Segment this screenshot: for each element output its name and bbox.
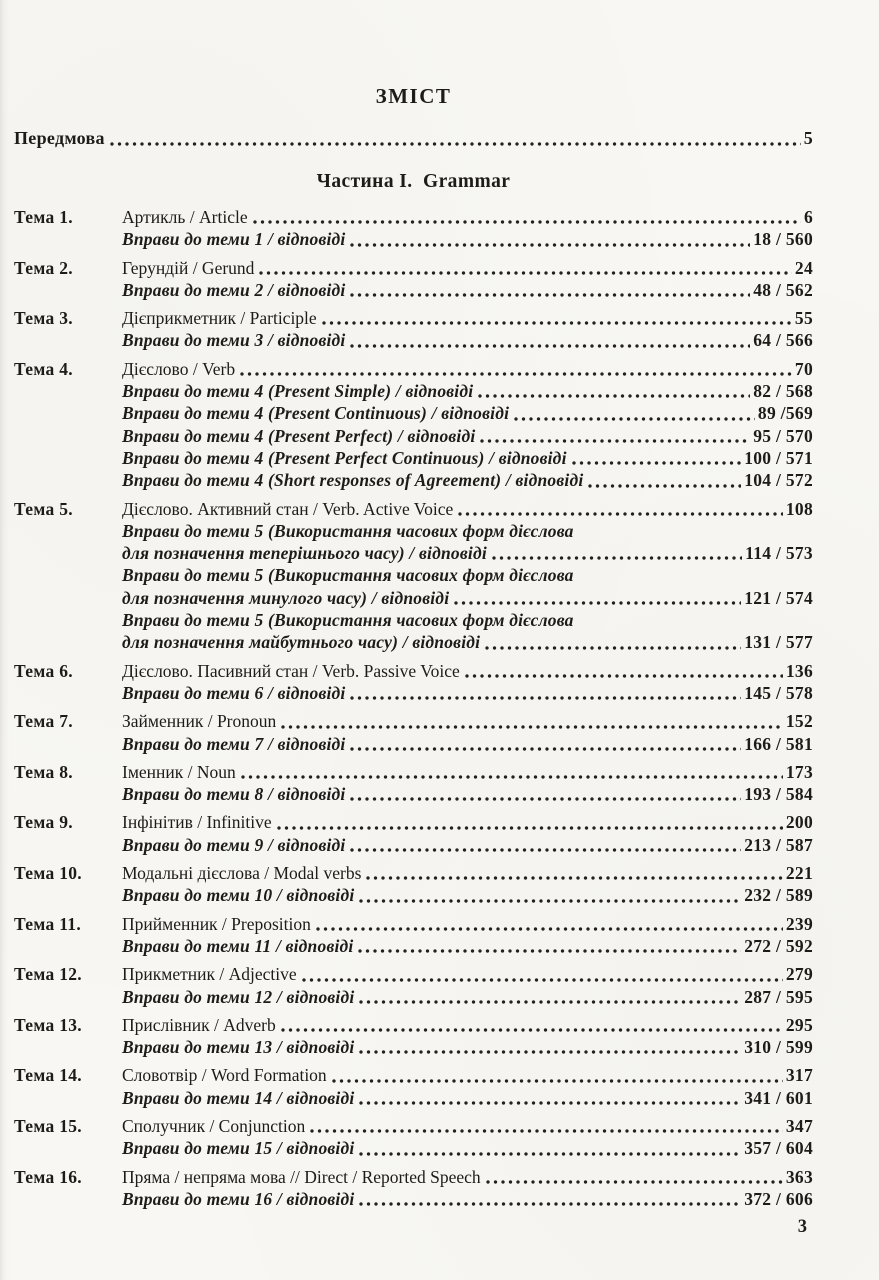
toc-exercise-line xyxy=(14,631,813,653)
dot-leader xyxy=(302,978,783,982)
toc-exercise-line xyxy=(14,542,813,564)
dot-leader xyxy=(572,461,742,465)
toc-exercise-line xyxy=(14,1188,813,1210)
theme-title: Прислівник / Adverb xyxy=(122,1014,276,1035)
dot-leader xyxy=(281,1028,783,1032)
toc-entry xyxy=(14,1014,813,1059)
page-number: 221 xyxy=(785,863,813,884)
toc-entry xyxy=(14,963,813,1008)
exercise-title: Вправи до теми 13 / відповіді xyxy=(122,1037,355,1058)
theme-title: Дієслово / Verb xyxy=(122,358,236,379)
dot-leader xyxy=(485,646,741,650)
exercise-title: Вправи до теми 4 (Present Perfect) / відповіді xyxy=(122,425,476,446)
dot-leader xyxy=(359,1202,741,1206)
exercise-title: Вправи до теми 5 (Використання часових форм дієслова xyxy=(122,520,574,541)
page-number: 341 / 601 xyxy=(744,1087,813,1108)
toc-theme-line xyxy=(14,257,813,279)
theme-title: Прикметник / Adjective xyxy=(122,964,297,985)
theme-label: Тема 3. xyxy=(14,308,73,329)
dot-leader xyxy=(259,271,791,275)
dot-leader xyxy=(277,826,783,830)
toc-exercise-line xyxy=(14,587,813,609)
dot-leader xyxy=(478,394,750,398)
page-number: 24 xyxy=(794,257,813,278)
page-number: 317 xyxy=(785,1065,813,1086)
toc-entry xyxy=(14,811,813,856)
exercise-title: Вправи до теми 4 (Present Simple) / відповіді xyxy=(122,381,474,402)
page-number: 55 xyxy=(794,308,813,329)
dot-leader xyxy=(240,372,792,376)
toc-exercise-line xyxy=(14,935,813,957)
toc-entry xyxy=(14,257,813,302)
theme-label: Тема 16. xyxy=(14,1166,82,1187)
page-number: 173 xyxy=(785,761,813,782)
dot-leader xyxy=(588,484,741,488)
toc-theme-line xyxy=(14,1064,813,1086)
toc-exercise-line xyxy=(14,279,813,301)
dot-leader xyxy=(110,142,801,146)
exercise-title: Вправи до теми 5 (Використання часових форм дієслова xyxy=(122,565,574,586)
preface-row xyxy=(14,127,813,150)
page-number: 82 / 568 xyxy=(753,381,813,402)
page-number: 18 / 560 xyxy=(753,229,813,250)
theme-title: Прийменник / Preposition xyxy=(122,913,311,934)
page-number: 121 / 574 xyxy=(744,587,813,608)
exercise-title: Вправи до теми 11 / відповіді xyxy=(122,935,354,956)
page-number: 70 xyxy=(794,358,813,379)
toc-exercise-line xyxy=(14,733,813,755)
toc-exercise-line xyxy=(14,425,813,447)
dot-leader xyxy=(480,439,750,443)
dot-leader xyxy=(350,243,750,247)
exercise-title: Вправи до теми 6 / відповіді xyxy=(122,682,346,703)
preface-label: Передмова xyxy=(14,128,105,148)
page-number: 95 / 570 xyxy=(753,425,813,446)
theme-title: Модальні дієслова / Modal verbs xyxy=(122,863,362,884)
toc-theme-line xyxy=(14,660,813,682)
theme-label: Тема 5. xyxy=(14,498,73,519)
toc-theme-line xyxy=(14,761,813,783)
dot-leader xyxy=(241,775,783,779)
page-number: 48 / 562 xyxy=(753,279,813,300)
page-number: 272 / 592 xyxy=(744,935,813,956)
dot-leader xyxy=(458,512,783,516)
dot-leader xyxy=(350,747,741,751)
page-number: 279 xyxy=(785,964,813,985)
page-number: 287 / 595 xyxy=(744,986,813,1007)
theme-title: Інфінітив / Infinitive xyxy=(122,812,272,833)
theme-title: Дієслово. Активний стан / Verb. Active Voice xyxy=(122,498,454,519)
theme-title: Словотвір / Word Formation xyxy=(122,1065,327,1086)
toc-theme-line xyxy=(14,710,813,732)
toc-theme-line xyxy=(14,963,813,985)
toc-theme-line xyxy=(14,1166,813,1188)
toc-theme-line xyxy=(14,913,813,935)
toc-theme-line xyxy=(14,1014,813,1036)
exercise-title: Вправи до теми 9 / відповіді xyxy=(122,834,346,855)
page-number: 64 / 566 xyxy=(753,330,813,351)
dot-leader xyxy=(359,1000,741,1004)
page-number: 104 / 572 xyxy=(744,470,813,491)
dot-leader xyxy=(492,556,742,560)
exercise-title: для позначення минулого часу) / відповіді xyxy=(122,587,450,608)
toc-exercise-line xyxy=(14,228,813,250)
toc-list xyxy=(14,206,813,1210)
page-number: 310 / 599 xyxy=(744,1037,813,1058)
dot-leader xyxy=(350,344,750,348)
theme-title: Дієслово. Пасивний стан / Verb. Passive Voice xyxy=(122,660,460,681)
toc-entry xyxy=(14,206,813,251)
toc-exercise-line xyxy=(14,402,813,424)
exercise-title: для позначення майбутнього часу) / відповіді xyxy=(122,632,481,653)
dot-leader xyxy=(350,293,750,297)
dot-leader xyxy=(359,1101,741,1105)
toc-exercise-line xyxy=(14,884,813,906)
toc-exercise-line xyxy=(14,447,813,469)
theme-label: Тема 4. xyxy=(14,358,73,379)
exercise-title: Вправи до теми 8 / відповіді xyxy=(122,784,346,805)
toc-entry xyxy=(14,498,813,654)
theme-label: Тема 14. xyxy=(14,1065,82,1086)
exercise-title: Вправи до теми 2 / відповіді xyxy=(122,279,346,300)
page-number: 193 / 584 xyxy=(744,784,813,805)
page-number: 3 xyxy=(797,1217,807,1238)
page-number: 166 / 581 xyxy=(744,733,813,754)
toc-exercise-line xyxy=(14,783,813,805)
exercise-title: Вправи до теми 5 (Використання часових форм дієслова xyxy=(122,610,574,631)
dot-leader xyxy=(514,417,755,421)
exercise-title: Вправи до теми 4 (Short responses of Agreement) / відповіді xyxy=(122,470,584,491)
exercise-title: Вправи до теми 10 / відповіді xyxy=(122,885,355,906)
page-number: 232 / 589 xyxy=(744,885,813,906)
page-number: 347 xyxy=(785,1115,813,1136)
dot-leader xyxy=(359,899,741,903)
page-number: 89 /569 xyxy=(757,403,813,424)
dot-leader xyxy=(281,725,783,729)
dot-leader xyxy=(358,949,741,953)
toc-entry xyxy=(14,862,813,907)
dot-leader xyxy=(310,1129,783,1133)
toc-exercise-line xyxy=(14,609,813,631)
page-number: 131 / 577 xyxy=(744,632,813,653)
toc-exercise-line xyxy=(14,1137,813,1159)
toc-exercise-line xyxy=(14,834,813,856)
preface-page-number: 5 xyxy=(803,128,813,148)
dot-leader xyxy=(366,876,782,880)
dot-leader xyxy=(332,1079,783,1083)
dot-leader xyxy=(316,927,783,931)
dot-leader xyxy=(454,601,741,605)
page-number: 363 xyxy=(785,1166,813,1187)
exercise-title: Вправи до теми 1 / відповіді xyxy=(122,229,346,250)
toc-entry xyxy=(14,710,813,755)
toc-entry xyxy=(14,761,813,806)
toc-entry xyxy=(14,307,813,352)
theme-title: Пряма / непряма мова // Direct / Reported Speech xyxy=(122,1166,481,1187)
exercise-title: Вправи до теми 7 / відповіді xyxy=(122,733,346,754)
toc-exercise-line xyxy=(14,564,813,586)
toc-theme-line xyxy=(14,307,813,329)
theme-title: Дієприкметник / Participle xyxy=(122,308,317,329)
toc-entry xyxy=(14,358,813,492)
dot-leader xyxy=(350,848,741,852)
theme-title: Герундій / Gerund xyxy=(122,257,255,278)
dot-leader xyxy=(322,321,792,325)
part-heading: Частина I. Grammar xyxy=(316,171,511,192)
dot-leader xyxy=(359,1152,741,1156)
page-number: 136 xyxy=(785,660,813,681)
toc-theme-line xyxy=(14,862,813,884)
toc-entry xyxy=(14,1064,813,1109)
toc-theme-line xyxy=(14,1115,813,1137)
toc-exercise-line xyxy=(14,682,813,704)
theme-label: Тема 2. xyxy=(14,257,73,278)
exercise-title: Вправи до теми 14 / відповіді xyxy=(122,1087,355,1108)
page-number: 357 / 604 xyxy=(744,1138,813,1159)
theme-label: Тема 15. xyxy=(14,1115,82,1136)
exercise-title: Вправи до теми 16 / відповіді xyxy=(122,1188,355,1209)
toc-exercise-line xyxy=(14,1087,813,1109)
exercise-title: для позначення теперішнього часу) / відповіді xyxy=(122,543,487,564)
dot-leader xyxy=(350,696,741,700)
page-number: 145 / 578 xyxy=(744,682,813,703)
toc-exercise-line xyxy=(14,469,813,491)
toc-entry xyxy=(14,1115,813,1160)
theme-label: Тема 9. xyxy=(14,812,73,833)
theme-label: Тема 10. xyxy=(14,863,82,884)
exercise-title: Вправи до теми 4 (Present Perfect Continuous) / відповіді xyxy=(122,447,567,468)
toc-entry xyxy=(14,660,813,705)
exercise-title: Вправи до теми 15 / відповіді xyxy=(122,1138,355,1159)
toc-theme-line xyxy=(14,206,813,228)
dot-leader xyxy=(253,220,801,224)
page-number: 100 / 571 xyxy=(744,447,813,468)
page-number: 6 xyxy=(803,207,813,227)
theme-label: Тема 1. xyxy=(14,207,73,227)
theme-title: Артикль / Article xyxy=(122,207,248,227)
dot-leader xyxy=(350,797,741,801)
theme-title: Займенник / Pronoun xyxy=(122,711,277,732)
exercise-title: Вправи до теми 12 / відповіді xyxy=(122,986,355,1007)
theme-title: Сполучник / Conjunction xyxy=(122,1115,306,1136)
toc-exercise-line xyxy=(14,329,813,351)
exercise-title: Вправи до теми 3 / відповіді xyxy=(122,330,346,351)
toc-exercise-line xyxy=(14,520,813,542)
page-number: 200 xyxy=(785,812,813,833)
toc-exercise-line xyxy=(14,1036,813,1058)
theme-title: Іменник / Noun xyxy=(122,761,236,782)
exercise-title: Вправи до теми 4 (Present Continuous) / відповіді xyxy=(122,403,510,424)
toc-theme-line xyxy=(14,358,813,380)
dot-leader xyxy=(486,1180,783,1184)
dot-leader xyxy=(465,674,783,678)
toc-exercise-line xyxy=(14,986,813,1008)
toc-exercise-line xyxy=(14,380,813,402)
theme-label: Тема 13. xyxy=(14,1014,82,1035)
page-number: 114 / 573 xyxy=(745,543,813,564)
toc-theme-line xyxy=(14,498,813,520)
page-number: 108 xyxy=(785,498,813,519)
page-number: 152 xyxy=(785,711,813,732)
theme-label: Тема 11. xyxy=(14,913,82,934)
dot-leader xyxy=(359,1050,741,1054)
theme-label: Тема 12. xyxy=(14,964,82,985)
toc-entry xyxy=(14,913,813,958)
theme-label: Тема 8. xyxy=(14,761,73,782)
theme-label: Тема 7. xyxy=(14,711,73,732)
theme-label: Тема 6. xyxy=(14,660,73,681)
toc-entry xyxy=(14,1166,813,1211)
page-number: 295 xyxy=(785,1014,813,1035)
page-title: ЗМІСТ xyxy=(375,84,452,108)
toc-theme-line xyxy=(14,811,813,833)
page-number: 239 xyxy=(785,913,813,934)
page-number: 213 / 587 xyxy=(744,834,813,855)
page-number: 372 / 606 xyxy=(744,1188,813,1209)
